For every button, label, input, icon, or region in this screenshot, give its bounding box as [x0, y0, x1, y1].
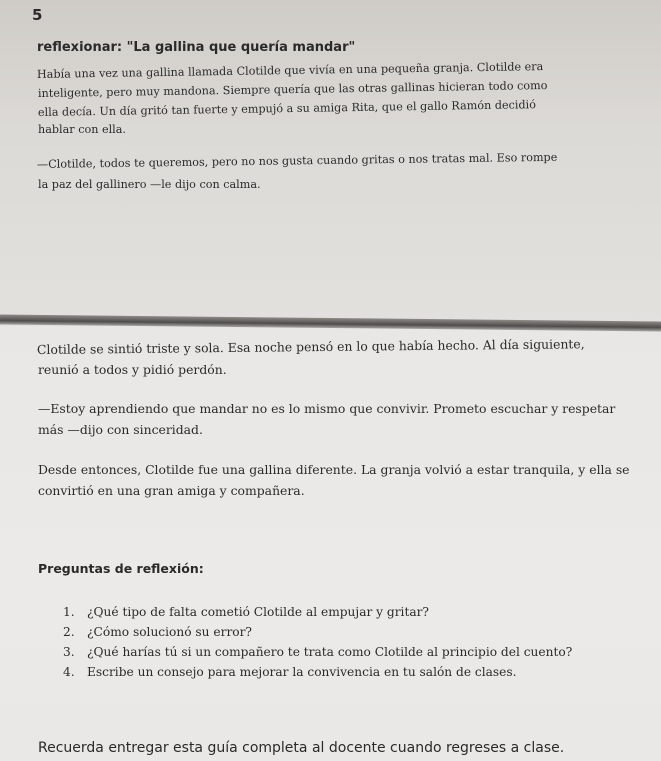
story-p1-line2: inteligente, pero muy mandona. Siempre quería que las otras gallinas hicieran todo como — [37, 78, 548, 100]
story-p4-line1: —Estoy aprendiendo que mandar no es lo mismo que convivir. Prometo escuchar y respetar — [38, 401, 616, 416]
story-p3-line1: Clotilde se sintió triste y sola. Esa noche pensó en lo que había hecho. Al día siguiente, — [36, 336, 585, 357]
question-number: 3. — [63, 645, 75, 659]
story-title: reflexionar: "La gallina que quería mandar" — [37, 40, 356, 55]
story-p1-line3: ella decía. Un día gritó tan fuerte y empujó a su amiga Rita, que el gallo Ramón decidió — [37, 98, 537, 119]
question-text: ¿Cómo solucionó su error? — [87, 625, 252, 639]
question-number: 1. — [63, 605, 75, 619]
question-text: Escribe un consejo para mejorar la convivencia en tu salón de clases. — [87, 665, 517, 679]
story-p4-line2: más —dijo con sinceridad. — [38, 422, 203, 437]
story-p5-line2: convirtió en una gran amiga y compañera. — [38, 483, 305, 498]
lower-page-section — [0, 326, 661, 761]
story-p2-line1: —Clotilde, todos te queremos, pero no nos gusta cuando gritas o nos tratas mal. Eso rompe — [36, 150, 558, 171]
story-p3-line2: reunió a todos y pidió perdón. — [38, 362, 227, 377]
story-p2-line2: la paz del gallinero —le dijo con calma. — [38, 178, 261, 191]
story-p1-line4: hablar con ella. — [38, 123, 126, 136]
story-p5-line1: Desde entonces, Clotilde fue una gallina diferente. La granja volvió a estar tranquila, y ella se — [38, 462, 630, 477]
question-number: 4. — [63, 665, 75, 679]
question-number: 2. — [63, 625, 75, 639]
question-text: ¿Qué tipo de falta cometió Clotilde al empujar y gritar? — [87, 605, 429, 619]
question-text: ¿Qué harías tú si un compañero te trata como Clotilde al principio del cuento? — [87, 645, 573, 659]
questions-heading: Preguntas de reflexión: — [38, 561, 204, 576]
story-p1-line1: Había una vez una gallina llamada Clotilde que vivía en una pequeña granja. Clotilde era — [36, 60, 544, 81]
page-number: 5 — [32, 6, 43, 24]
footer-note: Recuerda entregar esta guía completa al docente cuando regreses a clase. — [38, 740, 565, 756]
